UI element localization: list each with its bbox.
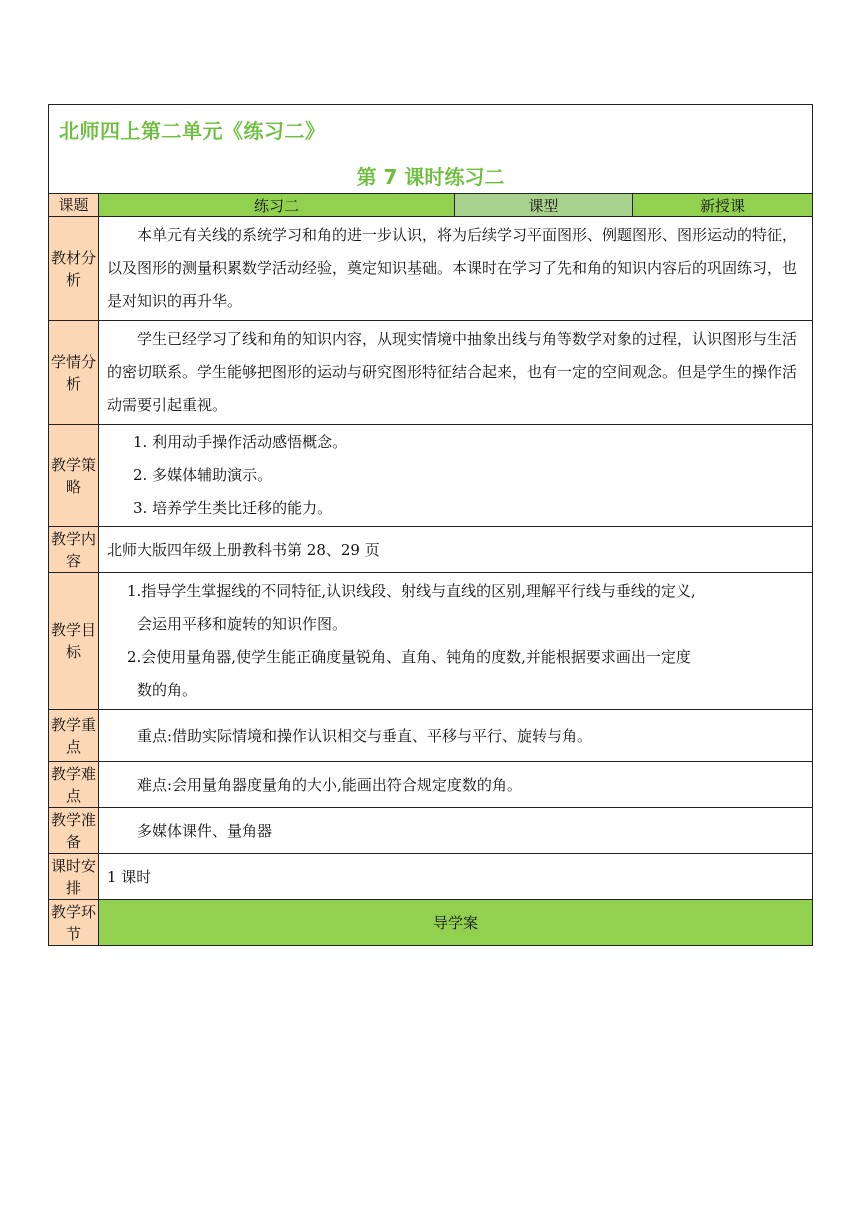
goal-1-line-2: 会运用平移和旋转的知识作图。 [137,615,348,633]
material-text: 本单元有关线的系统学习和角的进一步认识，将为后续学习平面图形、例题图形、图形运动的特征，以及图形的测量积累数学活动经验，奠定知识基础。本课时在学习了先和角的知识内容后的巩固练习，也是对知识的再升华。 [99,217,813,321]
strategy-list [99,425,813,527]
material-label: 教材分析 [49,217,99,321]
material-row [49,217,813,321]
content-text: 北师大版四年级上册教科书第 28、29 页 [99,527,813,573]
goal-2-line-1: 2.会使用量角器,使学生能正确度量锐角、直角、钝角的度数,并能根据要求画出一定度 [127,648,691,666]
strategy-label: 教学策略 [49,425,99,527]
type-value: 新授课 [633,194,813,217]
process-row [49,900,813,946]
goal-2-line-2: 数的角。 [137,681,198,699]
topic-value: 练习二 [99,194,455,217]
goals-text [99,573,813,710]
main-title: 北师四上第二单元《练习二》 [59,119,326,143]
difficulties-row [49,762,813,808]
type-label: 课型 [455,194,633,217]
info-row [49,194,813,217]
key-points-text: 重点:借助实际情境和操作认识相交与垂直、平移与平行、旋转与角。 [99,710,813,762]
goal-1-line-1: 1.指导学生掌握线的不同特征,认识线段、射线与直线的区别,理解平行线与垂线的定义, [127,582,696,600]
sub-title: 第 7 课时练习二 [356,165,505,189]
content-label: 教学内容 [49,527,99,573]
lesson-plan-table [48,104,813,946]
schedule-text: 1 课时 [99,854,813,900]
preparation-row [49,808,813,854]
preparation-label: 教学准备 [49,808,99,854]
strategy-item: 2. 多媒体辅助演示。 [133,466,273,484]
schedule-row [49,854,813,900]
key-points-label: 教学重点 [49,710,99,762]
topic-label: 课题 [49,194,99,217]
strategy-item: 3. 培养学生类比迁移的能力。 [133,499,333,517]
students-label: 学情分析 [49,321,99,425]
goals-row [49,573,813,710]
process-value: 导学案 [99,900,813,946]
students-row [49,321,813,425]
key-points-row [49,710,813,762]
content-row [49,527,813,573]
schedule-label: 课时安排 [49,854,99,900]
process-label: 教学环节 [49,900,99,946]
preparation-text: 多媒体课件、量角器 [99,808,813,854]
title-row [49,105,813,194]
lesson-plan-sheet [48,104,812,946]
goals-label: 教学目标 [49,573,99,710]
difficulties-label: 教学难点 [49,762,99,808]
students-text: 学生已经学习了线和角的知识内容，从现实情境中抽象出线与角等数学对象的过程，认识图形与生活的密切联系。学生能够把图形的运动与研究图形特征结合起来，也有一定的空间观念。但是学生的操作活动需要引起重视。 [99,321,813,425]
difficulties-text: 难点:会用量角器度量角的大小,能画出符合规定度数的角。 [99,762,813,808]
title-cell [49,105,813,194]
strategy-item: 1. 利用动手操作活动感悟概念。 [133,433,348,451]
strategy-row [49,425,813,527]
